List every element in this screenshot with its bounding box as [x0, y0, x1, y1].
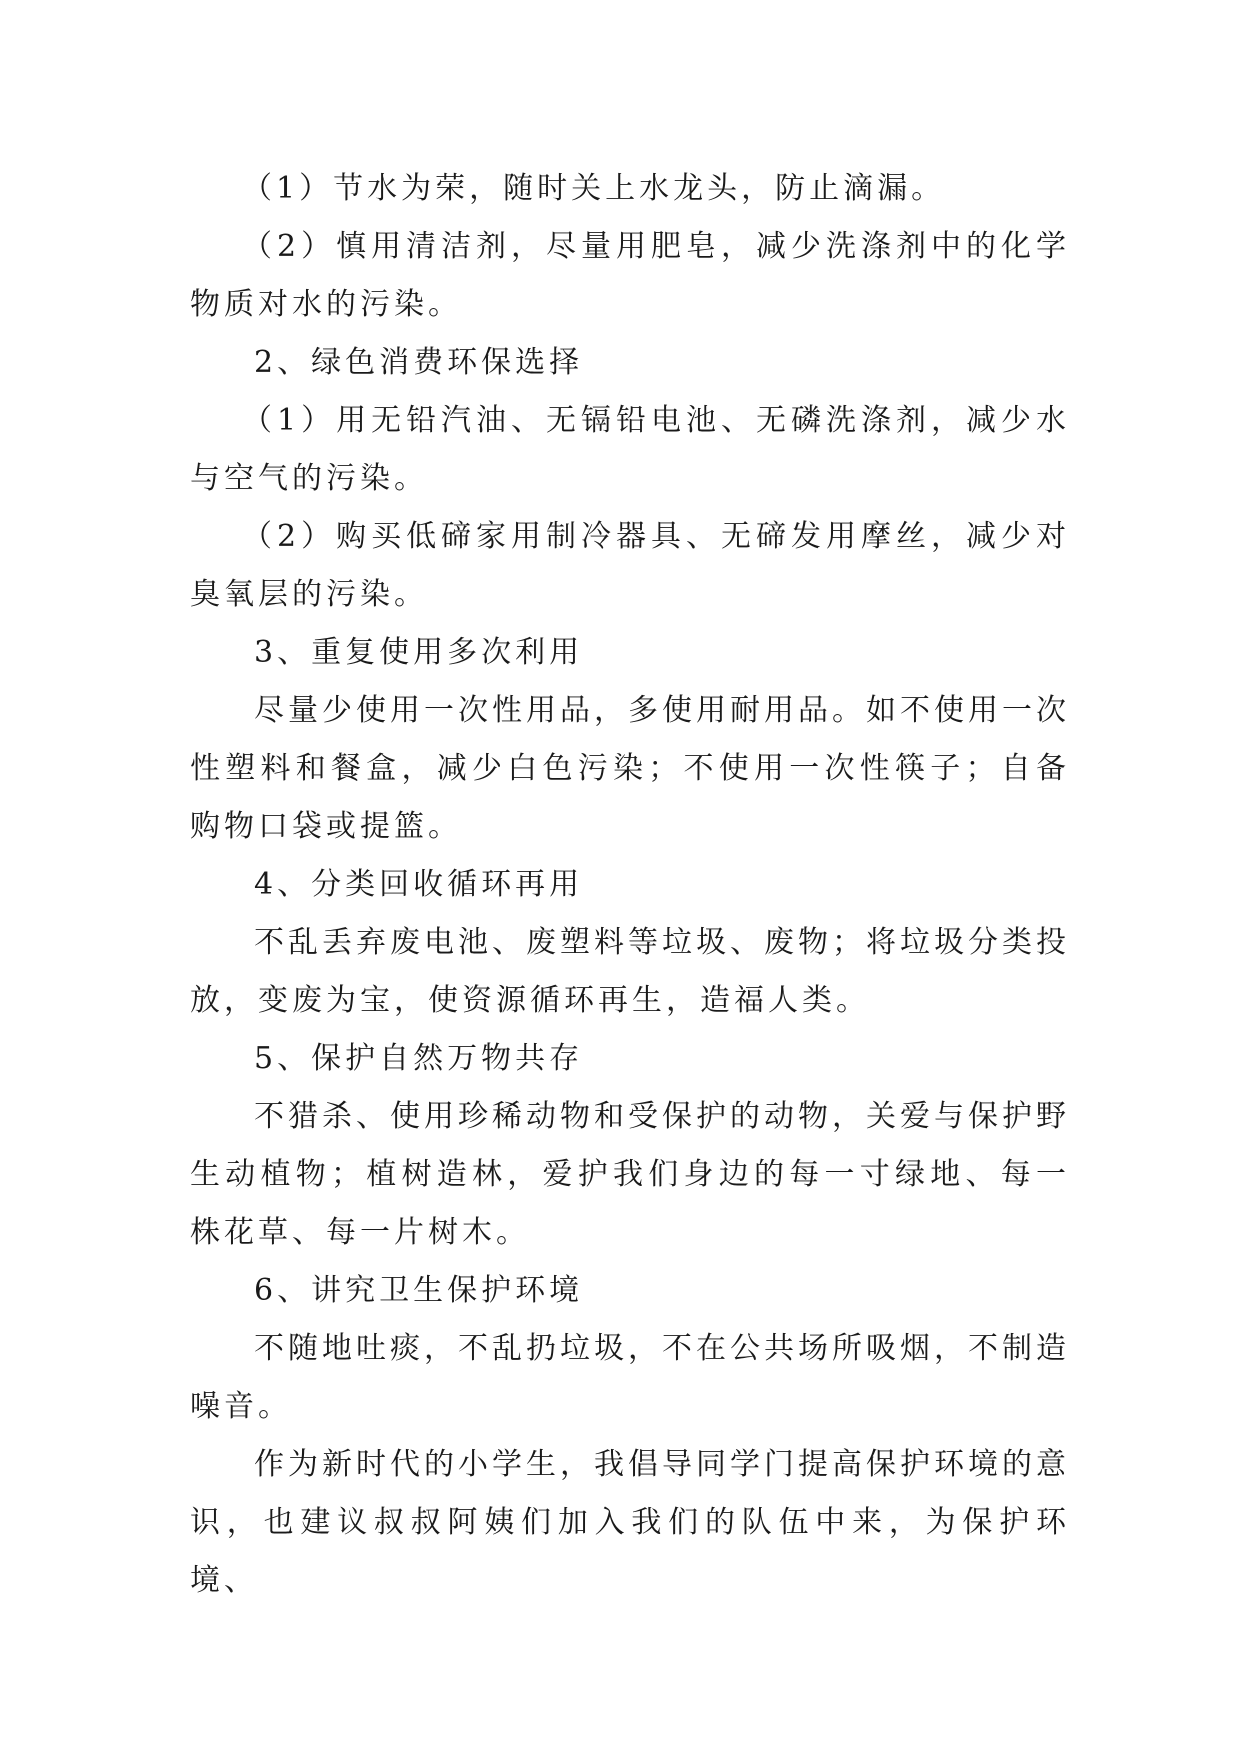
paragraph-reuse: 尽量少使用一次性用品，多使用耐用品。如不使用一次性塑料和餐盒，减少白色污染；不使用一次性筷子；自备购物口袋或提篮。 — [190, 693, 1070, 844]
paragraph-cleaning-agent: （2）慎用清洁剂，尽量用肥皂，减少洗涤剂中的化学物质对水的污染。 — [190, 229, 1070, 322]
paragraph-recycling: 不乱丢弃废电池、废塑料等垃圾、废物；将垃圾分类投放，变废为宝，使资源循环再生，造福人类。 — [190, 925, 1070, 1018]
heading-green-consumption: 2、绿色消费环保选择 — [254, 345, 584, 380]
paragraph-ozone: （2）购买低碲家用制冷器具、无碲发用摩丝，减少对臭氧层的污染。 — [190, 519, 1070, 612]
paragraph-protect-nature: 不猎杀、使用珍稀动物和受保护的动物，关爱与保护野生动植物；植树造林，爱护我们身边的每一寸绿地、每一株花草、每一片树木。 — [190, 1099, 1070, 1250]
paragraph-water-saving: （1）节水为荣，随时关上水龙头，防止滴漏。 — [242, 171, 946, 206]
heading-hygiene: 6、讲究卫生保护环境 — [254, 1273, 584, 1308]
heading-recycling: 4、分类回收循环再用 — [254, 867, 584, 902]
heading-protect-nature: 5、保护自然万物共存 — [254, 1041, 584, 1076]
paragraph-hygiene: 不随地吐痰，不乱扔垃圾，不在公共场所吸烟，不制造噪音。 — [190, 1331, 1070, 1424]
document-body — [190, 160, 1070, 1610]
heading-reuse: 3、重复使用多次利用 — [254, 635, 584, 670]
paragraph-lead-free: （1）用无铅汽油、无镉铅电池、无磷洗涤剂，减少水与空气的污染。 — [190, 403, 1070, 496]
paragraph-closing: 作为新时代的小学生，我倡导同学门提高保护环境的意识，也建议叔叔阿姨们加入我们的队伍中来，为保护环境、 — [190, 1447, 1070, 1598]
